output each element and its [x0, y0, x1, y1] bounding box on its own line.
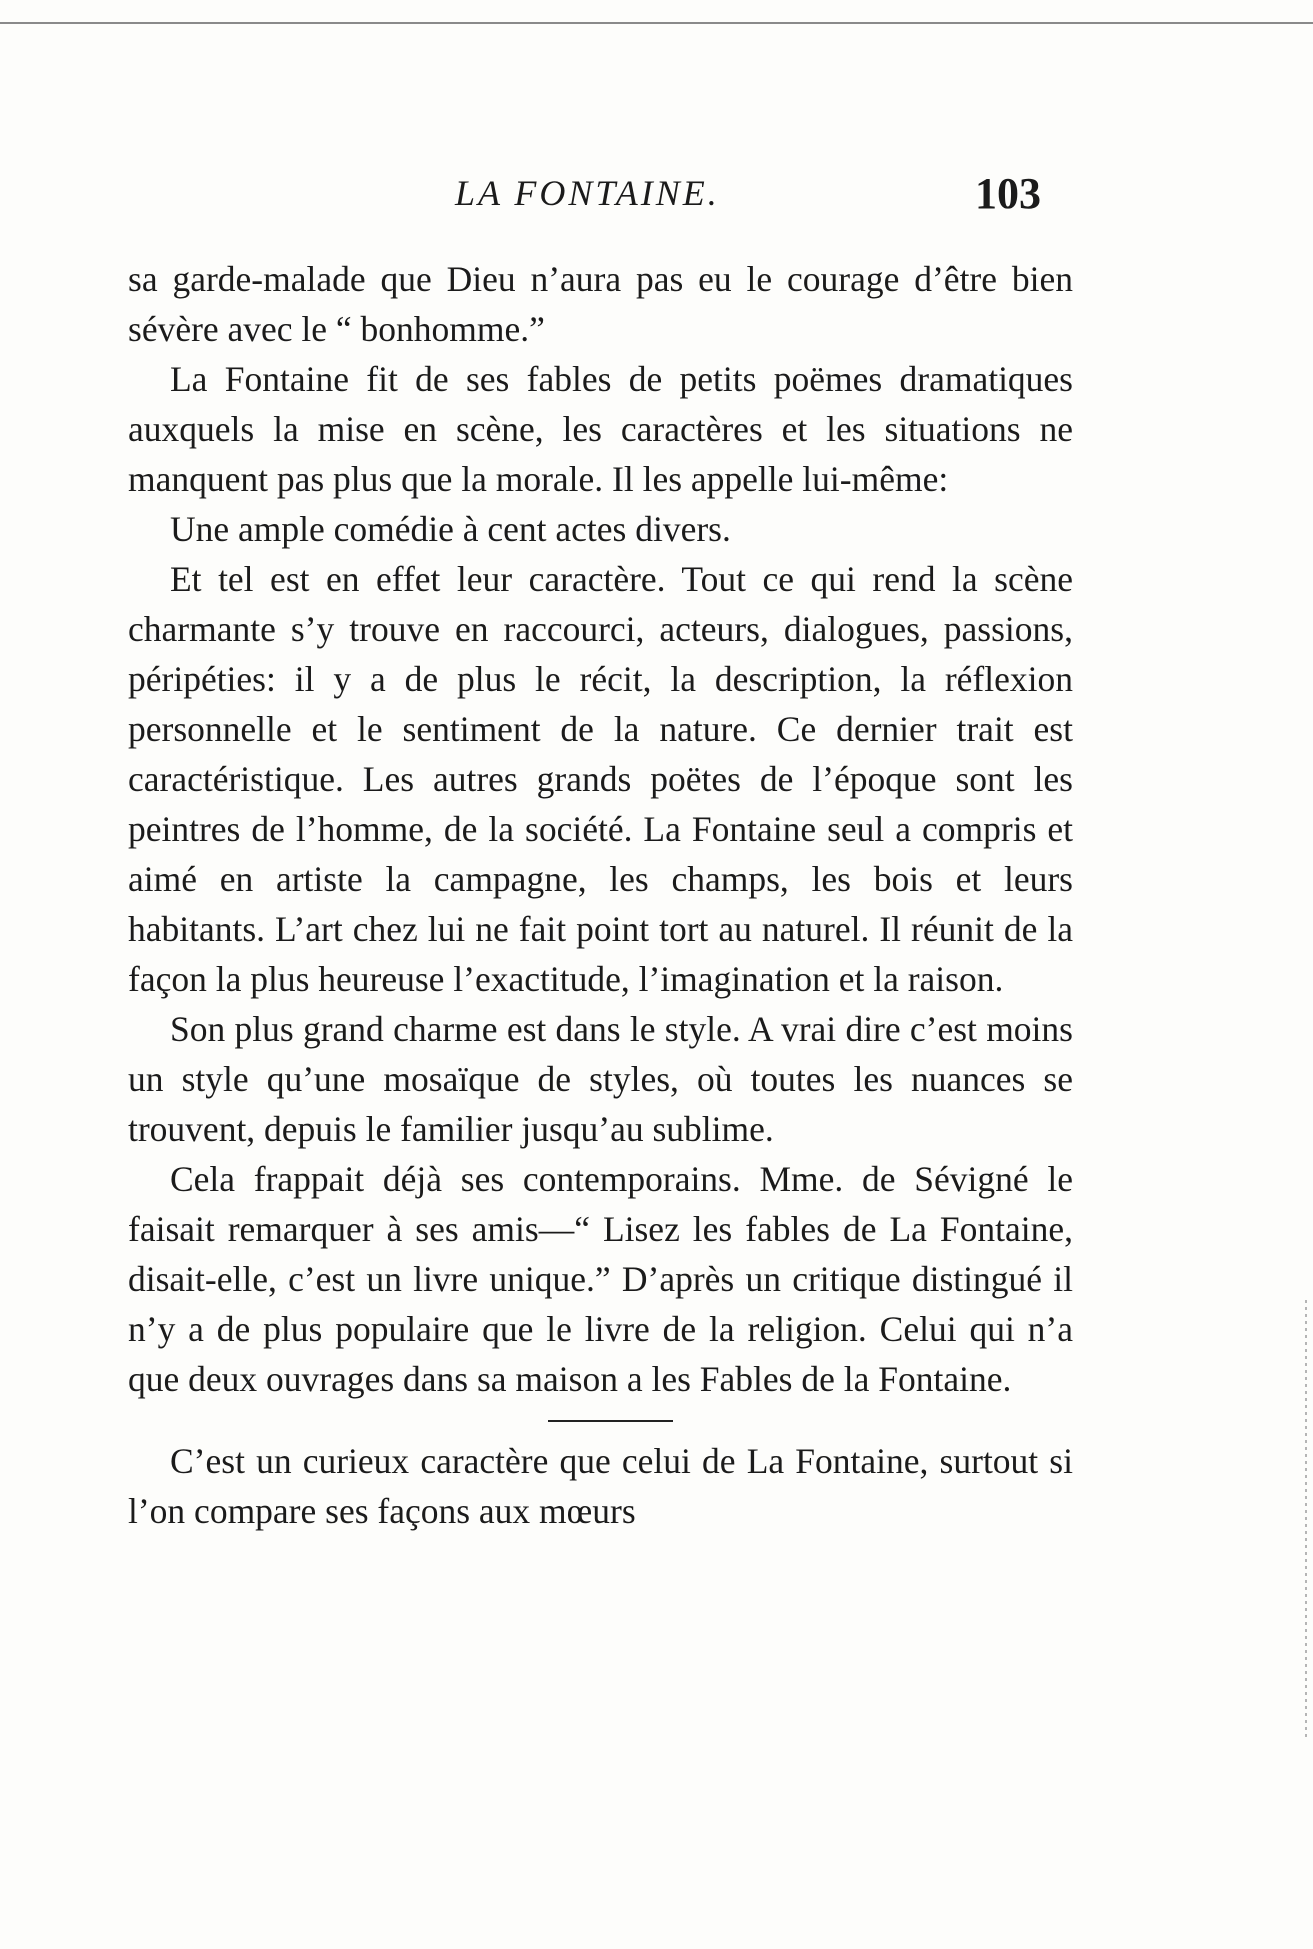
paragraph-contemporaries: Cela frappait déjà ses contemporains. Mme. de Sévigné le faisait remarquer à ses amis—“ Lisez les fables de La Fontaine, disait-elle, c’est un livre unique.” D’après un critique distingué il n’y a de plus populaire que le livre de la religion. Celui qui n’a que deux ouvrages dans sa maison a les Fables de la Fontaine.	[128, 1159, 1073, 1399]
paragraph-dramatic-poems: La Fontaine fit de ses fables de petits poëmes dramatiques auxquels la mise en scène, les caractères et les situations ne manquent pas plus que la morale. Il les appelle lui-même:	[128, 359, 1073, 499]
paragraph-continued: sa garde-malade que Dieu n’aura pas eu le courage d’être bien sévère avec le “ bonhomme.”	[128, 259, 1073, 349]
running-head	[0, 169, 1313, 222]
verse-quotation: Une ample comédie à cent actes divers.	[170, 509, 731, 549]
section-divider	[548, 1420, 673, 1422]
page-number: 103	[975, 169, 1041, 218]
running-title: LA FONTAINE.	[455, 173, 720, 213]
scan-edge-dots	[1305, 1300, 1307, 1740]
paragraph-curious-character: C’est un curieux caractère que celui de La Fontaine, surtout si l’on compare ses façons aux mœurs	[128, 1441, 1073, 1531]
paragraph-character: Et tel est en effet leur caractère. Tout ce qui rend la scène charmante s’y trouve en raccourci, acteurs, dialogues, passions, péripéties: il y a de plus le récit, la description, la réflexion personnelle et le sentiment de la nature. Ce dernier trait est caractéristique. Les autres grands poëtes de l’époque sont les peintres de l’homme, de la société. La Fontaine seul a compris et aimé en artiste la campagne, les champs, les bois et leurs habitants. L’art chez lui ne fait point tort au naturel. Il réunit de la façon la plus heureuse l’exactitude, l’imagination et la raison.	[128, 559, 1073, 999]
paragraph-style: Son plus grand charme est dans le style. A vrai dire c’est moins un style qu’une mosaïque de styles, où toutes les nuances se trouvent, depuis le familier jusqu’au sublime.	[128, 1009, 1073, 1149]
scan-top-edge	[0, 22, 1313, 24]
page-body	[128, 254, 1073, 1536]
